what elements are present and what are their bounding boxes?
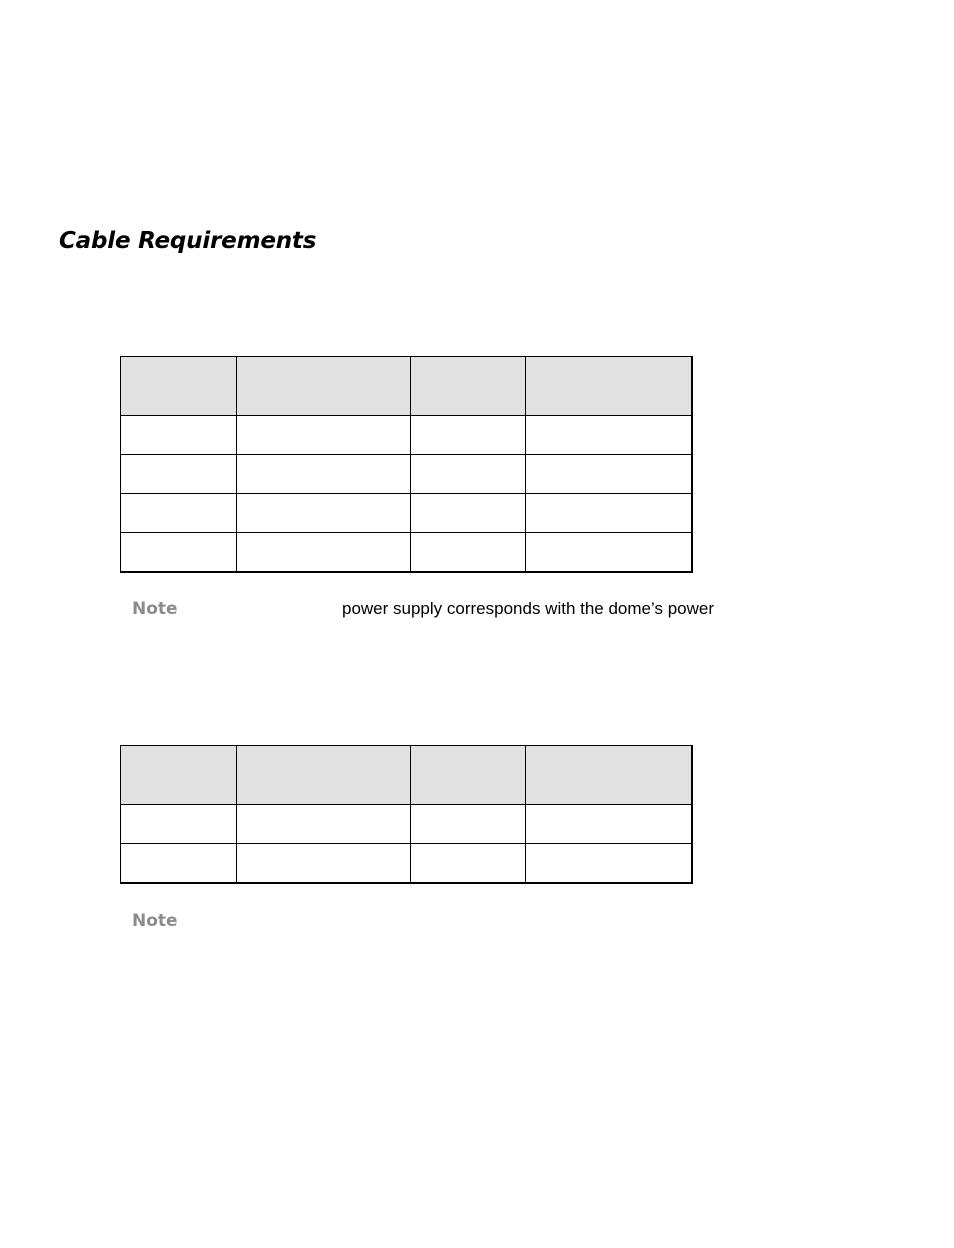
table-cell <box>411 805 526 844</box>
table-cell <box>237 455 411 494</box>
header-cell <box>411 357 526 416</box>
table-cell <box>121 455 237 494</box>
table-cell <box>526 416 692 455</box>
table-cell <box>526 805 692 844</box>
header-cell <box>411 746 526 805</box>
table-cell <box>237 494 411 533</box>
section-title: Cable Requirements <box>59 228 317 254</box>
table-row <box>121 805 692 844</box>
table-cell <box>526 844 692 884</box>
header-cell <box>526 357 692 416</box>
table-cell <box>411 533 526 573</box>
table-cell <box>411 494 526 533</box>
table-cell <box>411 416 526 455</box>
table-cell <box>121 844 237 884</box>
table-header-row <box>121 746 692 805</box>
note-label: Note <box>132 599 178 619</box>
table-row <box>121 455 692 494</box>
table-cell <box>237 844 411 884</box>
table-cell <box>411 455 526 494</box>
table-cell <box>237 533 411 573</box>
table-cell <box>121 416 237 455</box>
header-cell <box>121 746 237 805</box>
video-cable-table <box>120 745 693 884</box>
table-cell <box>526 455 692 494</box>
header-cell <box>237 357 411 416</box>
note-label: Note <box>132 911 178 931</box>
table-cell <box>526 533 692 573</box>
table-row <box>121 533 692 573</box>
table-cell <box>237 805 411 844</box>
table-row <box>121 844 692 884</box>
table-row <box>121 494 692 533</box>
table-cell <box>411 844 526 884</box>
table-cell <box>237 416 411 455</box>
table-cell <box>121 494 237 533</box>
header-cell <box>526 746 692 805</box>
table-cell <box>121 533 237 573</box>
table-row <box>121 416 692 455</box>
note-text: power supply corresponds with the dome’s power <box>342 599 714 618</box>
header-cell <box>121 357 237 416</box>
table-cell <box>526 494 692 533</box>
power-cable-table <box>120 356 693 573</box>
header-cell <box>237 746 411 805</box>
table-header-row <box>121 357 692 416</box>
table-cell <box>121 805 237 844</box>
